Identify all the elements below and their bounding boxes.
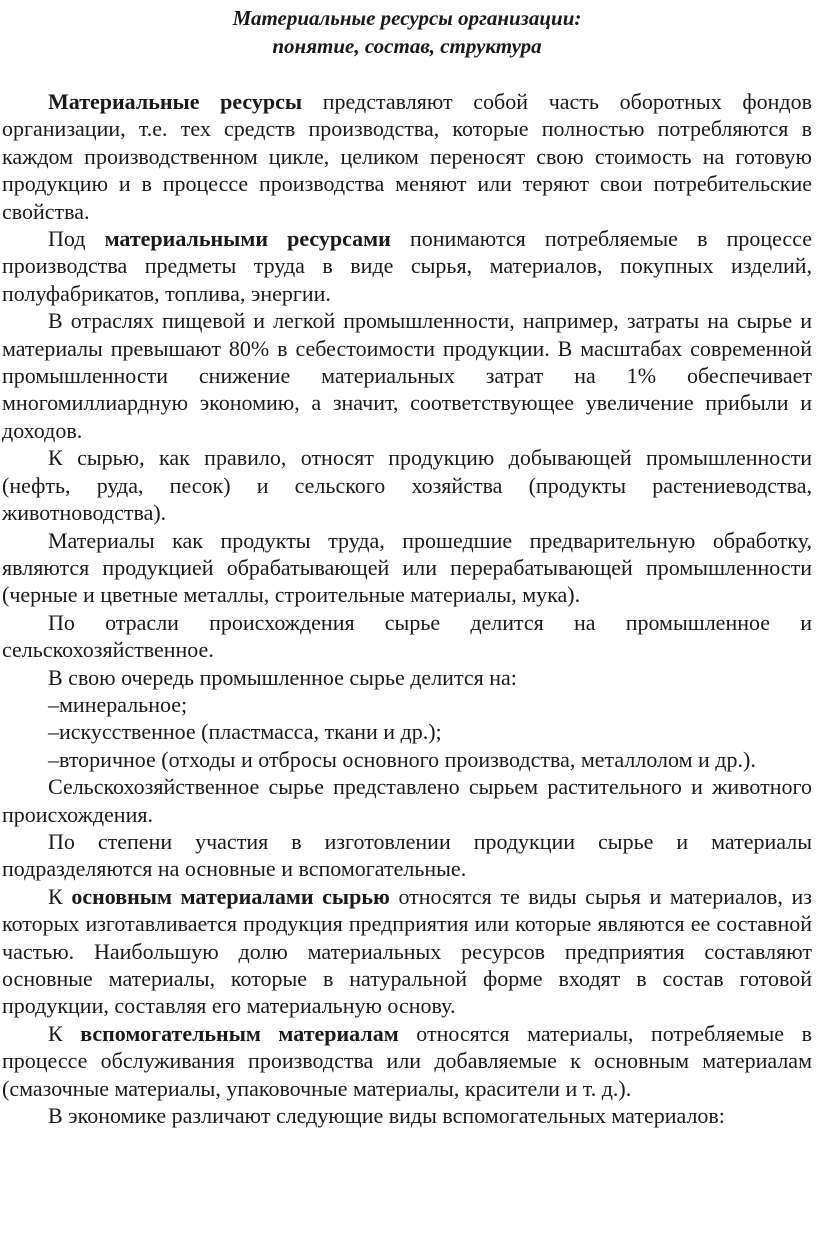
paragraph-9: По степени участия в изготовлении продукции сырье и материалы подразделяются на основные и вспомогательные. (2, 828, 812, 882)
paragraph-1 (2, 88, 812, 225)
paragraph-12: В экономике различают следующие виды вспомогательных материалов: (48, 1103, 725, 1129)
title-spacer (2, 60, 812, 88)
paragraph-10-text: относятся те виды сырья и материалов, из которых изготавливается продукция предприятия или которые являются ее составной частью. Наибольшую долю материальных ресурсов предприятия составляют основные материалы, которые в натуральной форме входят в состав готовой продукции, составляя его материальную основу. (2, 883, 812, 1019)
title-line-1: Материальные ресурсы организации: (232, 6, 582, 30)
paragraph-2-pre: Под (48, 226, 105, 252)
document-title (2, 4, 812, 60)
paragraph-4: К сырью, как правило, относят продукцию добывающей промышленности (нефть, руда, песок) и сельского хозяйства (продукты растениеводства, животноводства). (2, 445, 812, 526)
list-item-3: –вторичное (отходы и отбросы основного производства, металлолом и др.). (48, 746, 756, 772)
paragraph-1-text: представляют собой часть оборотных фондов организации, т.е. тех средств производства, которые полностью потребляются в каждом производственном цикле, целиком переносят свою стоимость на готовую продукцию и в процессе производства меняют или теряют свои потребительские свойства. (2, 89, 812, 224)
term-material-resources-2: материальными ресурсами (104, 226, 391, 252)
paragraph-11-pre: К (48, 1020, 81, 1046)
paragraph-10 (2, 883, 812, 1020)
paragraph-10-pre: К (48, 883, 72, 909)
term-material-resources: Материальные ресурсы (48, 89, 303, 114)
paragraph-7: В свою очередь промышленное сырье делится на: (48, 664, 517, 690)
paragraph-11 (2, 1020, 812, 1102)
term-auxiliary-materials: вспомогательным материалам (80, 1020, 399, 1046)
paragraph-5: Материалы как продукты труда, прошедшие предварительную обработку, являются продукцией обрабатывающей или перерабатывающей промышленности (черные и цветные металлы, строительные материалы, мука). (2, 527, 812, 608)
paragraph-2-text: понимаются потребляемые в процессе производства предметы труда в виде сырья, материалов, покупных изделий, полуфабрикатов, топлива, энергии. (2, 226, 812, 306)
list-item-1: –минеральное; (48, 691, 188, 717)
paragraph-6: По отрасли происхождения сырье делится на промышленное и сельскохозяйственное. (2, 609, 812, 663)
paragraph-3: В отраслях пищевой и легкой промышленности, например, затраты на сырье и материалы превышают 80% в себестоимости продукции. В масштабах современной промышленности снижение материальных затрат на 1% обеспечивает многомиллиардную экономию, а значит, соответствующее увеличение прибыли и доходов. (2, 308, 812, 443)
paragraph-8: Сельскохозяйственное сырье представлено сырьем растительного и животного происхождения. (2, 774, 812, 827)
paragraph-2 (2, 225, 812, 307)
term-main-materials: основным материалами сырью (71, 883, 390, 909)
list-item-2: –искусственное (пластмасса, ткани и др.); (48, 719, 442, 745)
paragraph-11-text: относятся материалы, потребляемые в процессе обслуживания производства или добавляемые к основным материалам (смазочные материалы, упаковочные материалы, красители и т. д.). (2, 1020, 812, 1101)
title-line-2: понятие, состав, структура (272, 34, 542, 58)
